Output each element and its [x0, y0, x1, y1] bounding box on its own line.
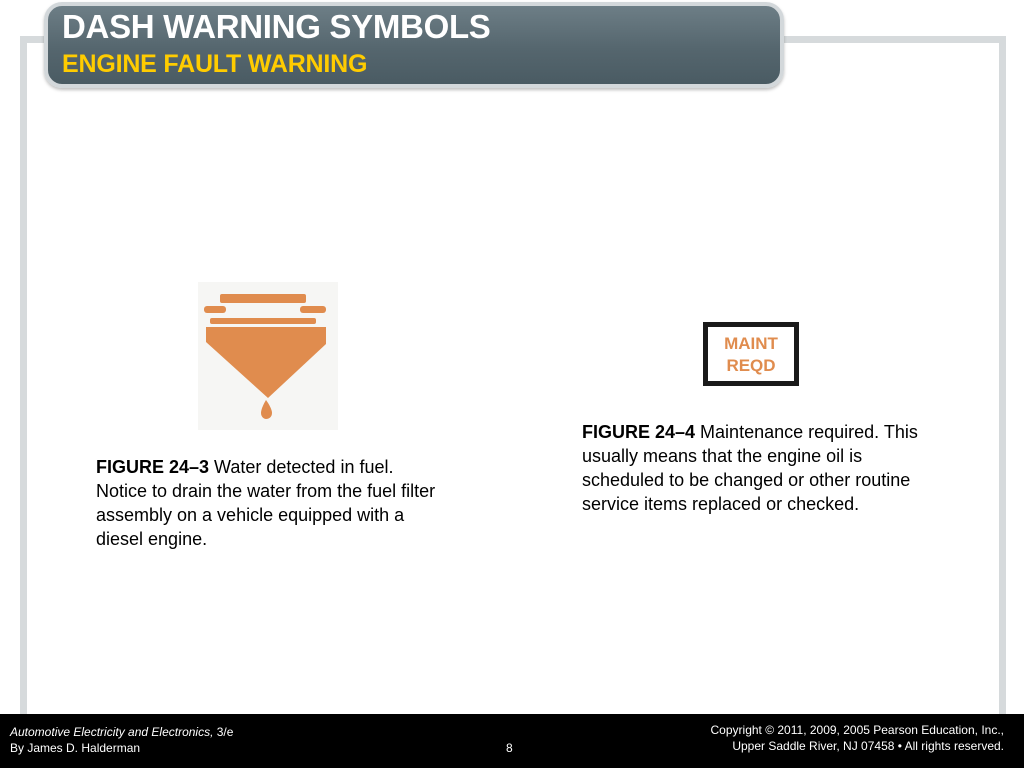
maint-reqd-icon [702, 321, 800, 387]
caption-label: FIGURE 24–3 [96, 457, 210, 477]
water-in-fuel-figure [198, 282, 338, 430]
figure-24-4-caption [582, 420, 927, 516]
slide-footer [0, 714, 1024, 768]
maint-reqd-figure [702, 321, 800, 387]
caption-label: FIGURE 24–4 [582, 422, 696, 442]
slide-subtitle: ENGINE FAULT WARNING [62, 50, 368, 78]
footer-author: By James D. Halderman [10, 741, 141, 755]
footer-address: Upper Saddle River, NJ 07458 • All rights reserved. [732, 739, 1004, 753]
slide-title: DASH WARNING SYMBOLS [62, 8, 491, 45]
figure-24-3-caption [96, 455, 441, 551]
footer-copyright: Copyright © 2011, 2009, 2005 Pearson Education, Inc., [710, 723, 1004, 737]
caption-text: Maintenance required. This usually means that the engine oil is scheduled to be changed or other routine service items replaced or checked. [582, 422, 918, 514]
maint-badge-line2: REQD [726, 356, 776, 375]
page-number: 8 [506, 741, 513, 755]
caption-text: Water detected in fuel. Notice to drain the water from the fuel filter assembly on a vehicle equipped with a diesel engine. [96, 457, 436, 549]
water-in-fuel-icon [198, 282, 338, 430]
slide-frame [20, 36, 1006, 722]
footer-book-title: Automotive Electricity and Electronics, 3/e [10, 725, 234, 739]
maint-badge-line1: MAINT [724, 334, 778, 353]
